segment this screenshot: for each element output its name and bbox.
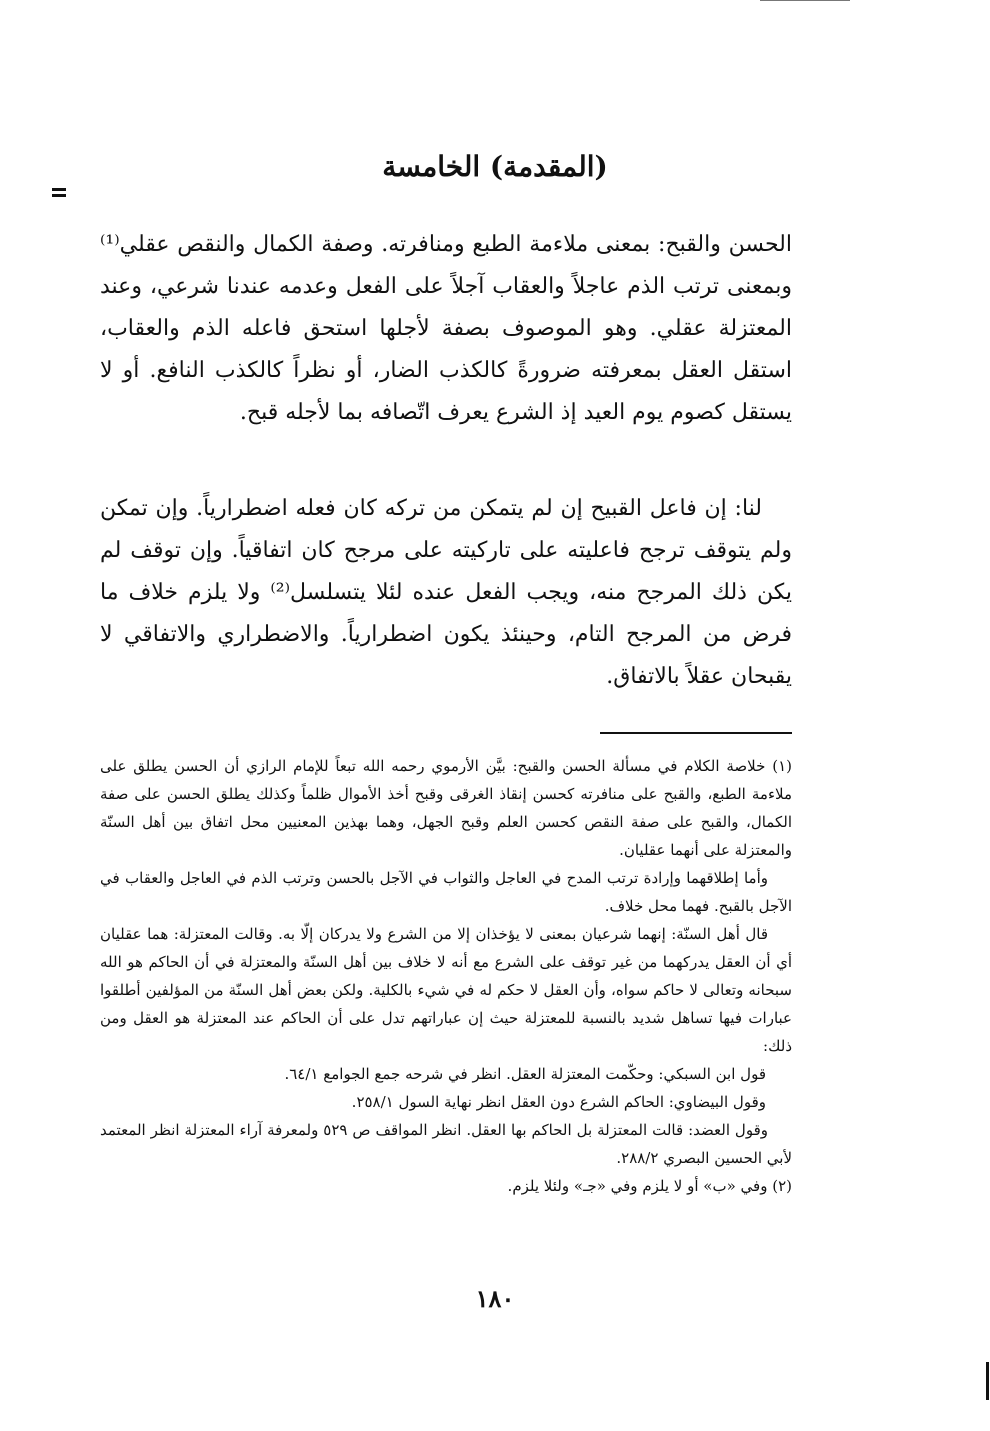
footnote-separator	[600, 732, 792, 734]
footnote-1-quote-adud: وقول العضد: قالت المعتزلة بل الحاكم بها العقل. انظر المواقف ص ٥٢٩ ولمعرفة آراء المعتزلة انظر المعتمد لأبي الحسين البصري ٢٨٨/٢.	[100, 1121, 792, 1167]
footnote-1-para-3: قال أهل السنّة: إنهما شرعيان بمعنى لا يؤخذان إلا من الشرع ولا يدركان إلّا به. وقالت المعتزلة: هما عقليان أي أن العقل يدركهما من غير توقف على الشرع مع أنه لا خلاف بين أهل السنّة والمعتزلة في أن الحاكم هو الله سبحانه وتعالى لا حاكم سواه، وأن العقل لا حكم له في شيء بالكلية. ولكن بعض أهل السنّة من المؤلفين أطلقوا عبارات فيها تساهل شديد بالنسبة للمعتزلة حيث إن عباراتهم تدل على أن الحاكم عند المعتزلة هو العقل ومن ذلك:	[100, 925, 792, 1055]
scan-artifact-line	[760, 0, 850, 1]
section-heading: (المقدمة) الخامسة	[382, 150, 608, 183]
paragraph-definition: الحسن والقبح: بمعنى ملاءمة الطبع ومنافرته. وصفة الكمال والنقص عقلي⁽¹⁾ وبمعنى ترتب الذم عاجلاً والعقاب آجلاً على الفعل وعدمه عندنا شرعي، وعند المعتزلة عقلي. وهو الموصوف بصفة لأجلها استحق فاعله الذم والعقاب، استقل العقل بمعرفته ضرورةً كالكذب الضار، أو نظراً كالكذب النافع. أو لا يستقل كصوم يوم العيد إذ الشرع يعرف اتّصافه بما لأجله قبح.	[100, 232, 792, 425]
footnotes	[100, 752, 792, 1200]
footnote-1-quote-baydawi: وقول البيضاوي: الحاكم الشرع دون العقل انظر نهاية السول ٢٥٨/١.	[351, 1093, 766, 1111]
scan-edge-mark	[986, 1362, 989, 1400]
footnote-1: (١) خلاصة الكلام في مسألة الحسن والقبح: بيَّن الأرموي رحمه الله تبعاً للإمام الرازي أن الحسن يطلق على ملاءمة الطبع، والقبح على منافرته كحسن إنقاذ الغرقى وقبح أخذ الأموال ظلماً وكذلك يطلق الحسن على صفة الكمال، والقبح على صفة النقص كحسن العلم وقبح الجهل، وهما بهذين المعنيين محل اتفاق بين أهل السنّة والمعتزلة على أنهما عقليان.	[100, 757, 792, 859]
footnote-1-para-2: وأما إطلاقهما وإرادة ترتب المدح في العاجل والثواب في الآجل بالحسن وترتب الذم في العاجل والعقاب في الآجل بالقبح. فهما محل خلاف.	[100, 869, 792, 915]
page-number: ١٨٠	[475, 1284, 515, 1313]
footnote-2: (٢) وفي «ب» أو لا يلزم وفي «جـ» ولئلا يلزم.	[507, 1177, 792, 1195]
paragraph-argument: لنا: إن فاعل القبيح إن لم يتمكن من تركه كان فعله اضطرارياً. وإن تمكن ولم يتوقف ترجح فاعليته على تاركيته على مرجح كان اتفاقياً. وإن توقف لم يكن ذلك المرجح منه، ويجب الفعل عنده لئلا يتسلسل⁽²⁾ ولا يلزم خلاف ما فرض من المرجح التام، وحينئذ يكون اضطرارياً. والاضطراري والاتفاقي لا يقبحان عقلاً بالاتفاق.	[100, 496, 792, 689]
margin-mark-icon	[52, 188, 66, 198]
footnote-1-quote-subki: قول ابن السبكي: وحكّمت المعتزلة العقل. انظر في شرحه جمع الجوامع ٦٤/١.	[284, 1065, 766, 1083]
